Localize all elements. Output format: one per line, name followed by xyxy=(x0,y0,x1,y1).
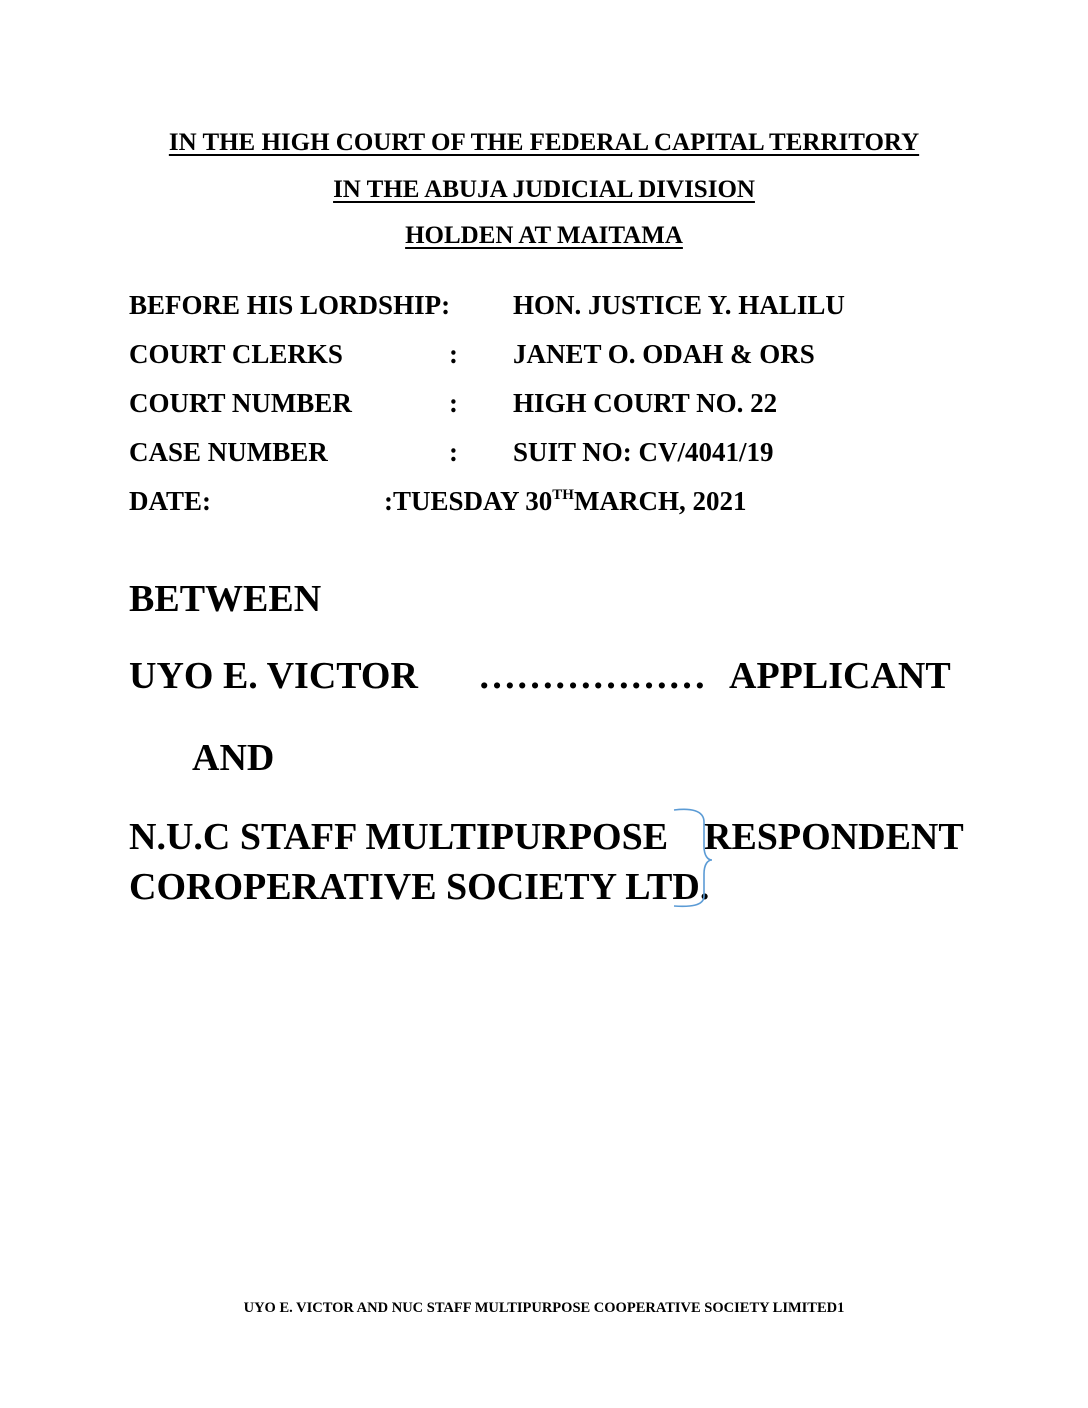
holden-heading: HOLDEN AT MAITAMA xyxy=(405,222,683,249)
division-heading: IN THE ABUJA JUDICIAL DIVISION xyxy=(333,176,755,203)
clerks-colon: : xyxy=(449,339,458,369)
case-number-value: SUIT NO: CV/4041/19 xyxy=(513,437,774,467)
curly-bracket-icon xyxy=(672,806,712,910)
clerks-label: COURT CLERKS xyxy=(129,339,343,369)
clerks-value: JANET O. ODAH & ORS xyxy=(513,339,815,369)
court-number-value: HIGH COURT NO. 22 xyxy=(513,388,778,418)
date-value xyxy=(384,486,746,517)
date-suffix: MARCH, 2021 xyxy=(573,486,747,516)
respondent-name-line2: COROPERATIVE SOCIETY LTD. xyxy=(129,866,710,908)
before-label: BEFORE HIS LORDSHIP: xyxy=(129,290,451,320)
between-heading: BETWEEN xyxy=(129,578,322,620)
applicant-dots: ……………… xyxy=(478,655,706,697)
court-number-label: COURT NUMBER xyxy=(129,388,352,418)
applicant-role: APPLICANT xyxy=(729,655,951,697)
date-superscript: TH xyxy=(552,487,574,503)
case-number-label: CASE NUMBER xyxy=(129,437,328,467)
case-number-colon: : xyxy=(449,437,458,467)
applicant-name: UYO E. VICTOR xyxy=(129,655,418,697)
court-name-heading: IN THE HIGH COURT OF THE FEDERAL CAPITAL TERRITORY xyxy=(168,129,920,156)
date-prefix: :TUESDAY 30 xyxy=(384,486,553,516)
court-number-colon: : xyxy=(449,388,458,418)
respondent-role: RESPONDENT xyxy=(704,816,964,858)
respondent-name-line1: N.U.C STAFF MULTIPURPOSE xyxy=(129,816,669,858)
page-footer: UYO E. VICTOR AND NUC STAFF MULTIPURPOSE COOPERATIVE SOCIETY LIMITED1 xyxy=(243,1300,845,1316)
date-label: DATE: xyxy=(129,486,212,516)
and-heading: AND xyxy=(192,737,275,779)
before-value: HON. JUSTICE Y. HALILU xyxy=(513,290,845,320)
